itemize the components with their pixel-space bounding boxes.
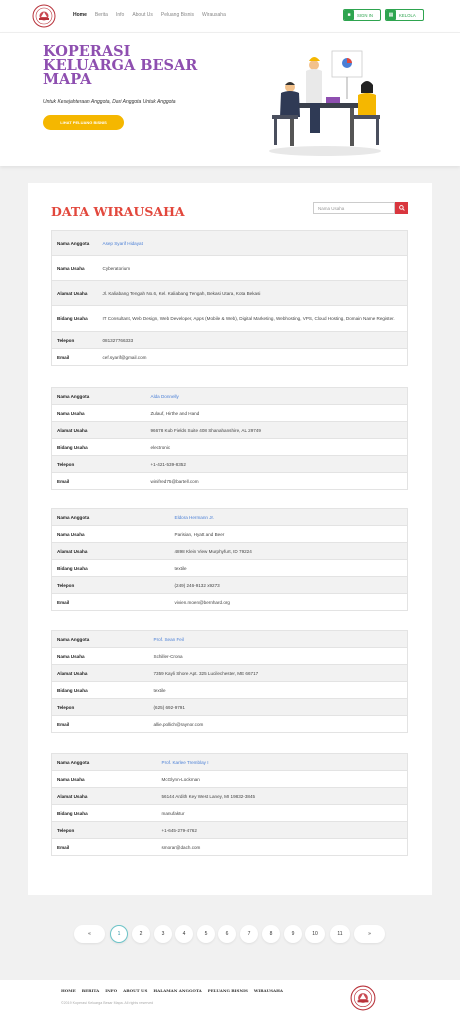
- row-key: Nama Usaha: [57, 653, 85, 659]
- row-key: Bidang Usaha: [57, 565, 88, 571]
- table-row: [52, 631, 408, 648]
- row-key: Nama Anggota: [57, 759, 90, 765]
- table-row: [52, 332, 408, 349]
- pagination-page-3[interactable]: 3: [154, 925, 172, 943]
- member-name-link[interactable]: Asep Syarif Hidayat: [102, 240, 143, 246]
- row-key: Nama Usaha: [57, 410, 85, 416]
- member-name-link[interactable]: Alda Donnelly: [150, 393, 179, 399]
- table-row: [52, 560, 408, 577]
- row-value: 56144 Ardith Key West Laney, MI 19832-3845: [161, 793, 256, 799]
- row-value: textile: [174, 565, 187, 571]
- table-row: [52, 526, 408, 543]
- row-key: Nama Anggota: [57, 393, 90, 399]
- lock-icon: ■: [344, 10, 354, 20]
- table-row: [52, 306, 408, 332]
- row-key: Nama Usaha: [57, 531, 85, 537]
- pagination-page-8[interactable]: 8: [262, 925, 280, 943]
- top-navbar: [0, 0, 460, 32]
- footer-link-halaman-anggota[interactable]: HALAMAN ANGGOTA: [153, 988, 202, 993]
- row-value: (249) 246-9132 x9273: [174, 582, 220, 588]
- row-value: allie.pollich@raynor.com: [153, 721, 204, 727]
- row-value: +1-645-279-4762: [161, 827, 197, 833]
- hero-subtitle: Untuk Kesejahteraan Anggota, Dari Anggota Untuk Anggota: [43, 99, 176, 105]
- row-value: Schiller-Crona: [153, 653, 183, 659]
- nav-link-info[interactable]: Info: [115, 12, 125, 18]
- row-value: Jl. Kaliabang Tengah No.6, Kel. Kaliabang Tengah, Bekasi Utara, Kota Bekasi: [102, 290, 261, 296]
- table-row: [52, 716, 408, 733]
- member-name-link[interactable]: Prof. Karlee Tremblay I: [161, 759, 209, 765]
- pagination-page-7[interactable]: 7: [240, 925, 258, 943]
- wirausaha-table: [51, 630, 408, 733]
- nav-link-wirausaha[interactable]: Wirausaha: [201, 12, 226, 18]
- nav-link-home[interactable]: Home: [73, 12, 87, 18]
- hero-section: [0, 32, 460, 166]
- row-key: Nama Usaha: [57, 776, 85, 782]
- nav-link-berita[interactable]: Berita: [94, 12, 108, 18]
- row-value: winifred75@bartell.com: [150, 478, 199, 484]
- row-value: smorar@dach.com: [161, 844, 201, 850]
- koperasi-logo[interactable]: [32, 4, 56, 28]
- table-row: [52, 422, 408, 439]
- wirausaha-table: [51, 753, 408, 856]
- pagination-prev-button[interactable]: «: [74, 925, 105, 943]
- table-row: [52, 439, 408, 456]
- pagination-page-2[interactable]: 2: [132, 925, 150, 943]
- member-name-link[interactable]: Eldora Hermann Jr.: [174, 514, 215, 520]
- table-row: [52, 456, 408, 473]
- pagination-page-1[interactable]: 1: [110, 925, 128, 943]
- lihat-peluang-bisnis-button[interactable]: LIHAT PELUANG BISNIS: [43, 115, 124, 130]
- row-key: Email: [57, 599, 70, 605]
- row-value: McGlynn-Lockman: [161, 776, 200, 782]
- row-value: IT Consultant, Web Design, Web Developer, Apps (Mobile & Web), Digital Marketing, Webhosting, VPS, Cloud Hosting, Domain Name Register.: [102, 316, 395, 321]
- footer-link-home[interactable]: HOME: [61, 988, 76, 993]
- table-row: [52, 699, 408, 716]
- row-value: cef.syarif@gmail.com: [102, 354, 147, 360]
- table-row: [52, 577, 408, 594]
- wirausaha-panel: [28, 183, 432, 895]
- row-key: Bidang Usaha: [57, 444, 88, 450]
- pagination-page-5[interactable]: 5: [197, 925, 215, 943]
- nav-links: [73, 12, 234, 18]
- row-key: Alamat Usaha: [57, 290, 88, 296]
- table-row: [52, 388, 408, 405]
- table-row: [52, 349, 408, 366]
- row-value: Cyberatorium: [102, 265, 131, 271]
- pagination-page-6[interactable]: 6: [218, 925, 236, 943]
- footer-copyright: ©2019 Koperasi Keluarga Besar Mapa. All rights reserved: [61, 1001, 154, 1005]
- section-title: DATA WIRAUSAHA: [51, 204, 185, 219]
- kelola-label: KELOLA: [399, 12, 416, 18]
- row-key: Nama Anggota: [57, 636, 90, 642]
- row-key: Alamat Usaha: [57, 427, 88, 433]
- nav-link-about-us[interactable]: About Us: [132, 12, 153, 18]
- pagination-page-10[interactable]: 10: [305, 925, 325, 943]
- table-row: [52, 473, 408, 490]
- row-key: Email: [57, 844, 70, 850]
- row-key: Telepon: [57, 582, 75, 588]
- search-placeholder: Nama Usaha: [318, 205, 345, 211]
- row-key: Alamat Usaha: [57, 548, 88, 554]
- table-row: [52, 405, 408, 422]
- table-row: [52, 509, 408, 526]
- table-row: [52, 665, 408, 682]
- footer-link-info[interactable]: INFO: [105, 988, 118, 993]
- table-row: [52, 839, 408, 856]
- search-input[interactable]: [313, 202, 395, 214]
- row-key: Alamat Usaha: [57, 793, 88, 799]
- kelola-button[interactable]: [385, 9, 424, 21]
- row-value: 4898 Klein View Murphyfurt, ID 79224: [174, 548, 252, 554]
- footer-link-peluang-bisnis[interactable]: PELUANG BISNIS: [207, 988, 248, 993]
- table-row: [52, 594, 408, 611]
- footer-links: [61, 988, 289, 993]
- wirausaha-table: [51, 230, 408, 366]
- row-key: Bidang Usaha: [57, 316, 88, 321]
- table-row: [52, 281, 408, 306]
- pagination-page-4[interactable]: 4: [175, 925, 193, 943]
- table-row: [52, 754, 408, 771]
- table-row: [52, 648, 408, 665]
- row-key: Bidang Usaha: [57, 687, 88, 693]
- table-row: [52, 543, 408, 560]
- table-row: [52, 682, 408, 699]
- sign-in-label: SIGN IN: [357, 12, 373, 18]
- footer-logo: [350, 985, 376, 1011]
- table-row: [52, 231, 408, 256]
- row-value: Parisian, Hyatt and Beer: [174, 531, 225, 537]
- footer: [0, 980, 460, 1024]
- wirausaha-table: [51, 508, 408, 611]
- row-key: Telepon: [57, 337, 75, 343]
- table-row: [52, 805, 408, 822]
- member-name-link[interactable]: Prof. Sean Feil: [153, 636, 184, 642]
- row-value: electronic: [150, 444, 171, 450]
- search-icon: [399, 205, 405, 211]
- search-button[interactable]: [395, 202, 408, 214]
- footer-link-wirausaha[interactable]: WIRAUSAHA: [253, 988, 284, 993]
- row-key: Email: [57, 478, 70, 484]
- pagination-page-11[interactable]: 11: [330, 925, 350, 943]
- row-key: Nama Anggota: [57, 240, 90, 246]
- footer-link-about-us[interactable]: ABOUT US: [123, 988, 148, 993]
- table-row: [52, 822, 408, 839]
- row-key: Telepon: [57, 827, 75, 833]
- row-key: Telepon: [57, 704, 75, 710]
- pagination-page-9[interactable]: 9: [284, 925, 302, 943]
- table-row: [52, 771, 408, 788]
- business-meeting-illustration: [262, 47, 388, 159]
- row-value: textile: [153, 687, 166, 693]
- row-value: vivien.moen@bernhard.org: [174, 599, 230, 605]
- dashboard-icon: ▦: [386, 10, 396, 20]
- pagination-next-button[interactable]: »: [354, 925, 385, 943]
- row-value: Zulauf, Hirthe and Hand: [150, 410, 200, 416]
- sign-in-button[interactable]: [343, 9, 381, 21]
- row-value: manufaktur: [161, 810, 185, 816]
- row-value: (625) 692-9791: [153, 704, 185, 710]
- wirausaha-table: [51, 387, 408, 490]
- row-key: Email: [57, 721, 70, 727]
- hero-title: KOPERASI KELUARGA BESAR MAPA: [43, 43, 198, 88]
- row-key: Alamat Usaha: [57, 670, 88, 676]
- table-row: [52, 788, 408, 805]
- pagination: [0, 925, 460, 943]
- row-value: 081327766333: [102, 337, 134, 343]
- row-value: +1-421-539-8352: [150, 461, 186, 467]
- row-key: Telepon: [57, 461, 75, 467]
- row-key: Bidang Usaha: [57, 810, 88, 816]
- table-row: [52, 256, 408, 281]
- row-value: 96678 Kub Fields Suite 408 Shanahanshire, AL 29749: [150, 427, 261, 433]
- row-key: Email: [57, 354, 70, 360]
- row-key: Nama Usaha: [57, 265, 85, 271]
- row-key: Nama Anggota: [57, 514, 90, 520]
- nav-link-peluang-bisnis[interactable]: Peluang Bisnis: [160, 12, 194, 18]
- row-value: 7359 Kayli Shore Apt. 325 Lucilechester, ME 66717: [153, 670, 259, 676]
- footer-link-berita[interactable]: BERITA: [81, 988, 100, 993]
